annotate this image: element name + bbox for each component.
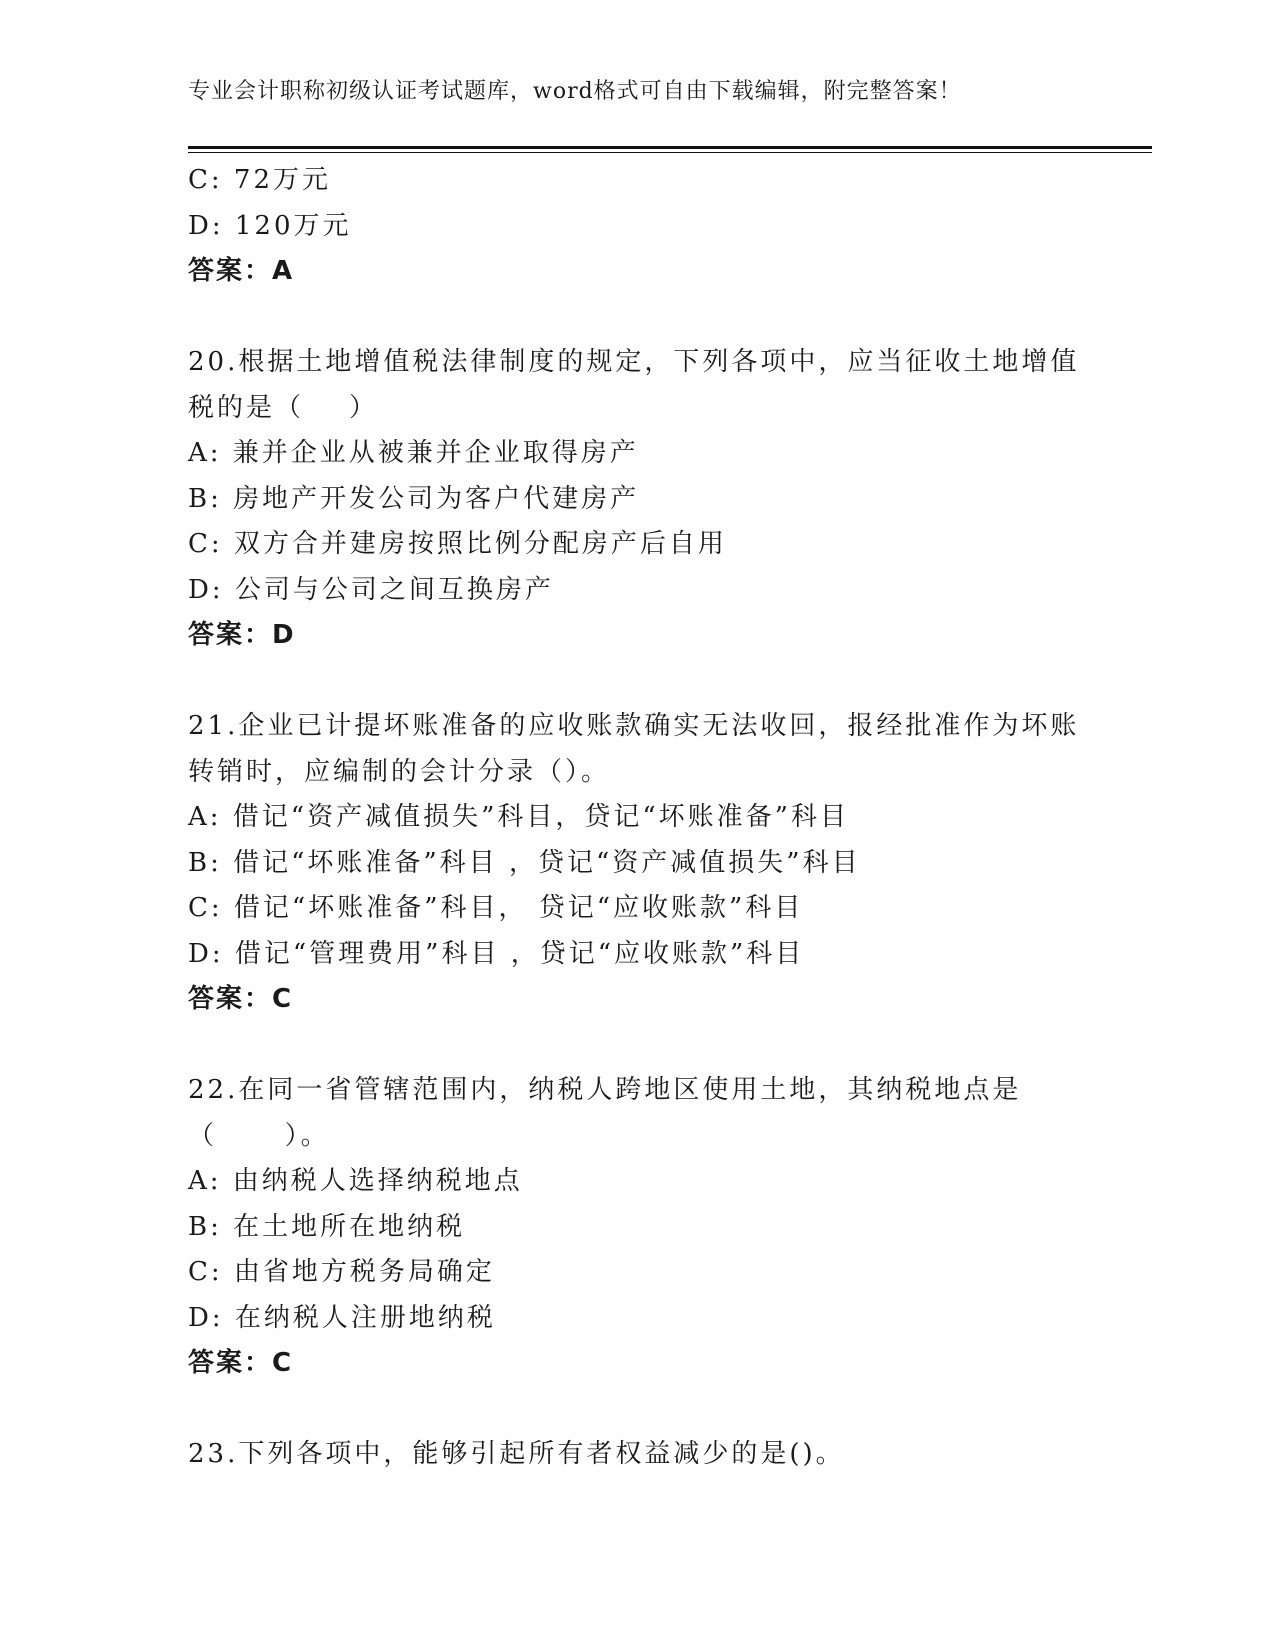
spacer [188, 1023, 1128, 1069]
option-d: D: 在纳税人注册地纳税 [188, 1302, 496, 1333]
answer-line: 答案：C [188, 1348, 294, 1378]
spacer [188, 295, 1128, 341]
question-stem: 20.根据土地增值税法律制度的规定，下列各项中，应当征收土地增值 [188, 347, 1080, 377]
option-a: A: 由纳税人选择纳税地点 [188, 1166, 523, 1196]
option-d: D: 公司与公司之间互换房产 [188, 574, 554, 605]
header-note: 专业会计职称初级认证考试题库，word格式可自由下载编辑，附完整答案！ [188, 79, 962, 104]
question-stem: 23.下列各项中，能够引起所有者权益减少的是()。 [188, 1439, 845, 1469]
option-b: B: 借记“坏账准备”科目 ，贷记“资产减值损失”科目 [188, 847, 861, 878]
header-rule-thin [188, 152, 1152, 153]
answer-line: 答案：A [188, 256, 295, 286]
header-rule-thick [188, 146, 1152, 149]
question-stem: 21.企业已计提坏账准备的应收账款确实无法收回，报经批准作为坏账 [188, 711, 1080, 741]
question-content [188, 158, 1128, 1478]
spacer [188, 1387, 1128, 1433]
answer-line: 答案：D [188, 620, 296, 650]
option-c: C: 72万元 [188, 165, 332, 195]
question-stem: （ ）。 [188, 1120, 330, 1151]
option-b: B: 房地产开发公司为客户代建房产 [188, 483, 640, 514]
option-d: D: 借记“管理费用”科目 ，贷记“应收账款”科目 [188, 938, 805, 969]
option-a: A: 借记“资产减值损失”科目，贷记“坏账准备”科目 [188, 802, 849, 832]
option-b: B: 在土地所在地纳税 [188, 1211, 466, 1242]
question-stem: 转销时，应编制的会计分录（）。 [188, 756, 611, 787]
option-c: C: 由省地方税务局确定 [188, 1257, 495, 1287]
option-a: A: 兼并企业从被兼并企业取得房产 [188, 438, 639, 468]
answer-line: 答案：C [188, 984, 294, 1014]
spacer [188, 659, 1128, 705]
question-stem: 22.在同一省管辖范围内，纳税人跨地区使用土地，其纳税地点是 [188, 1075, 1022, 1105]
option-d: D: 120万元 [188, 210, 352, 241]
option-c: C: 双方合并建房按照比例分配房产后自用 [188, 529, 727, 559]
option-c: C: 借记“坏账准备”科目， 贷记“应收账款”科目 [188, 893, 804, 923]
question-stem: 税的是（ ） [188, 392, 379, 423]
